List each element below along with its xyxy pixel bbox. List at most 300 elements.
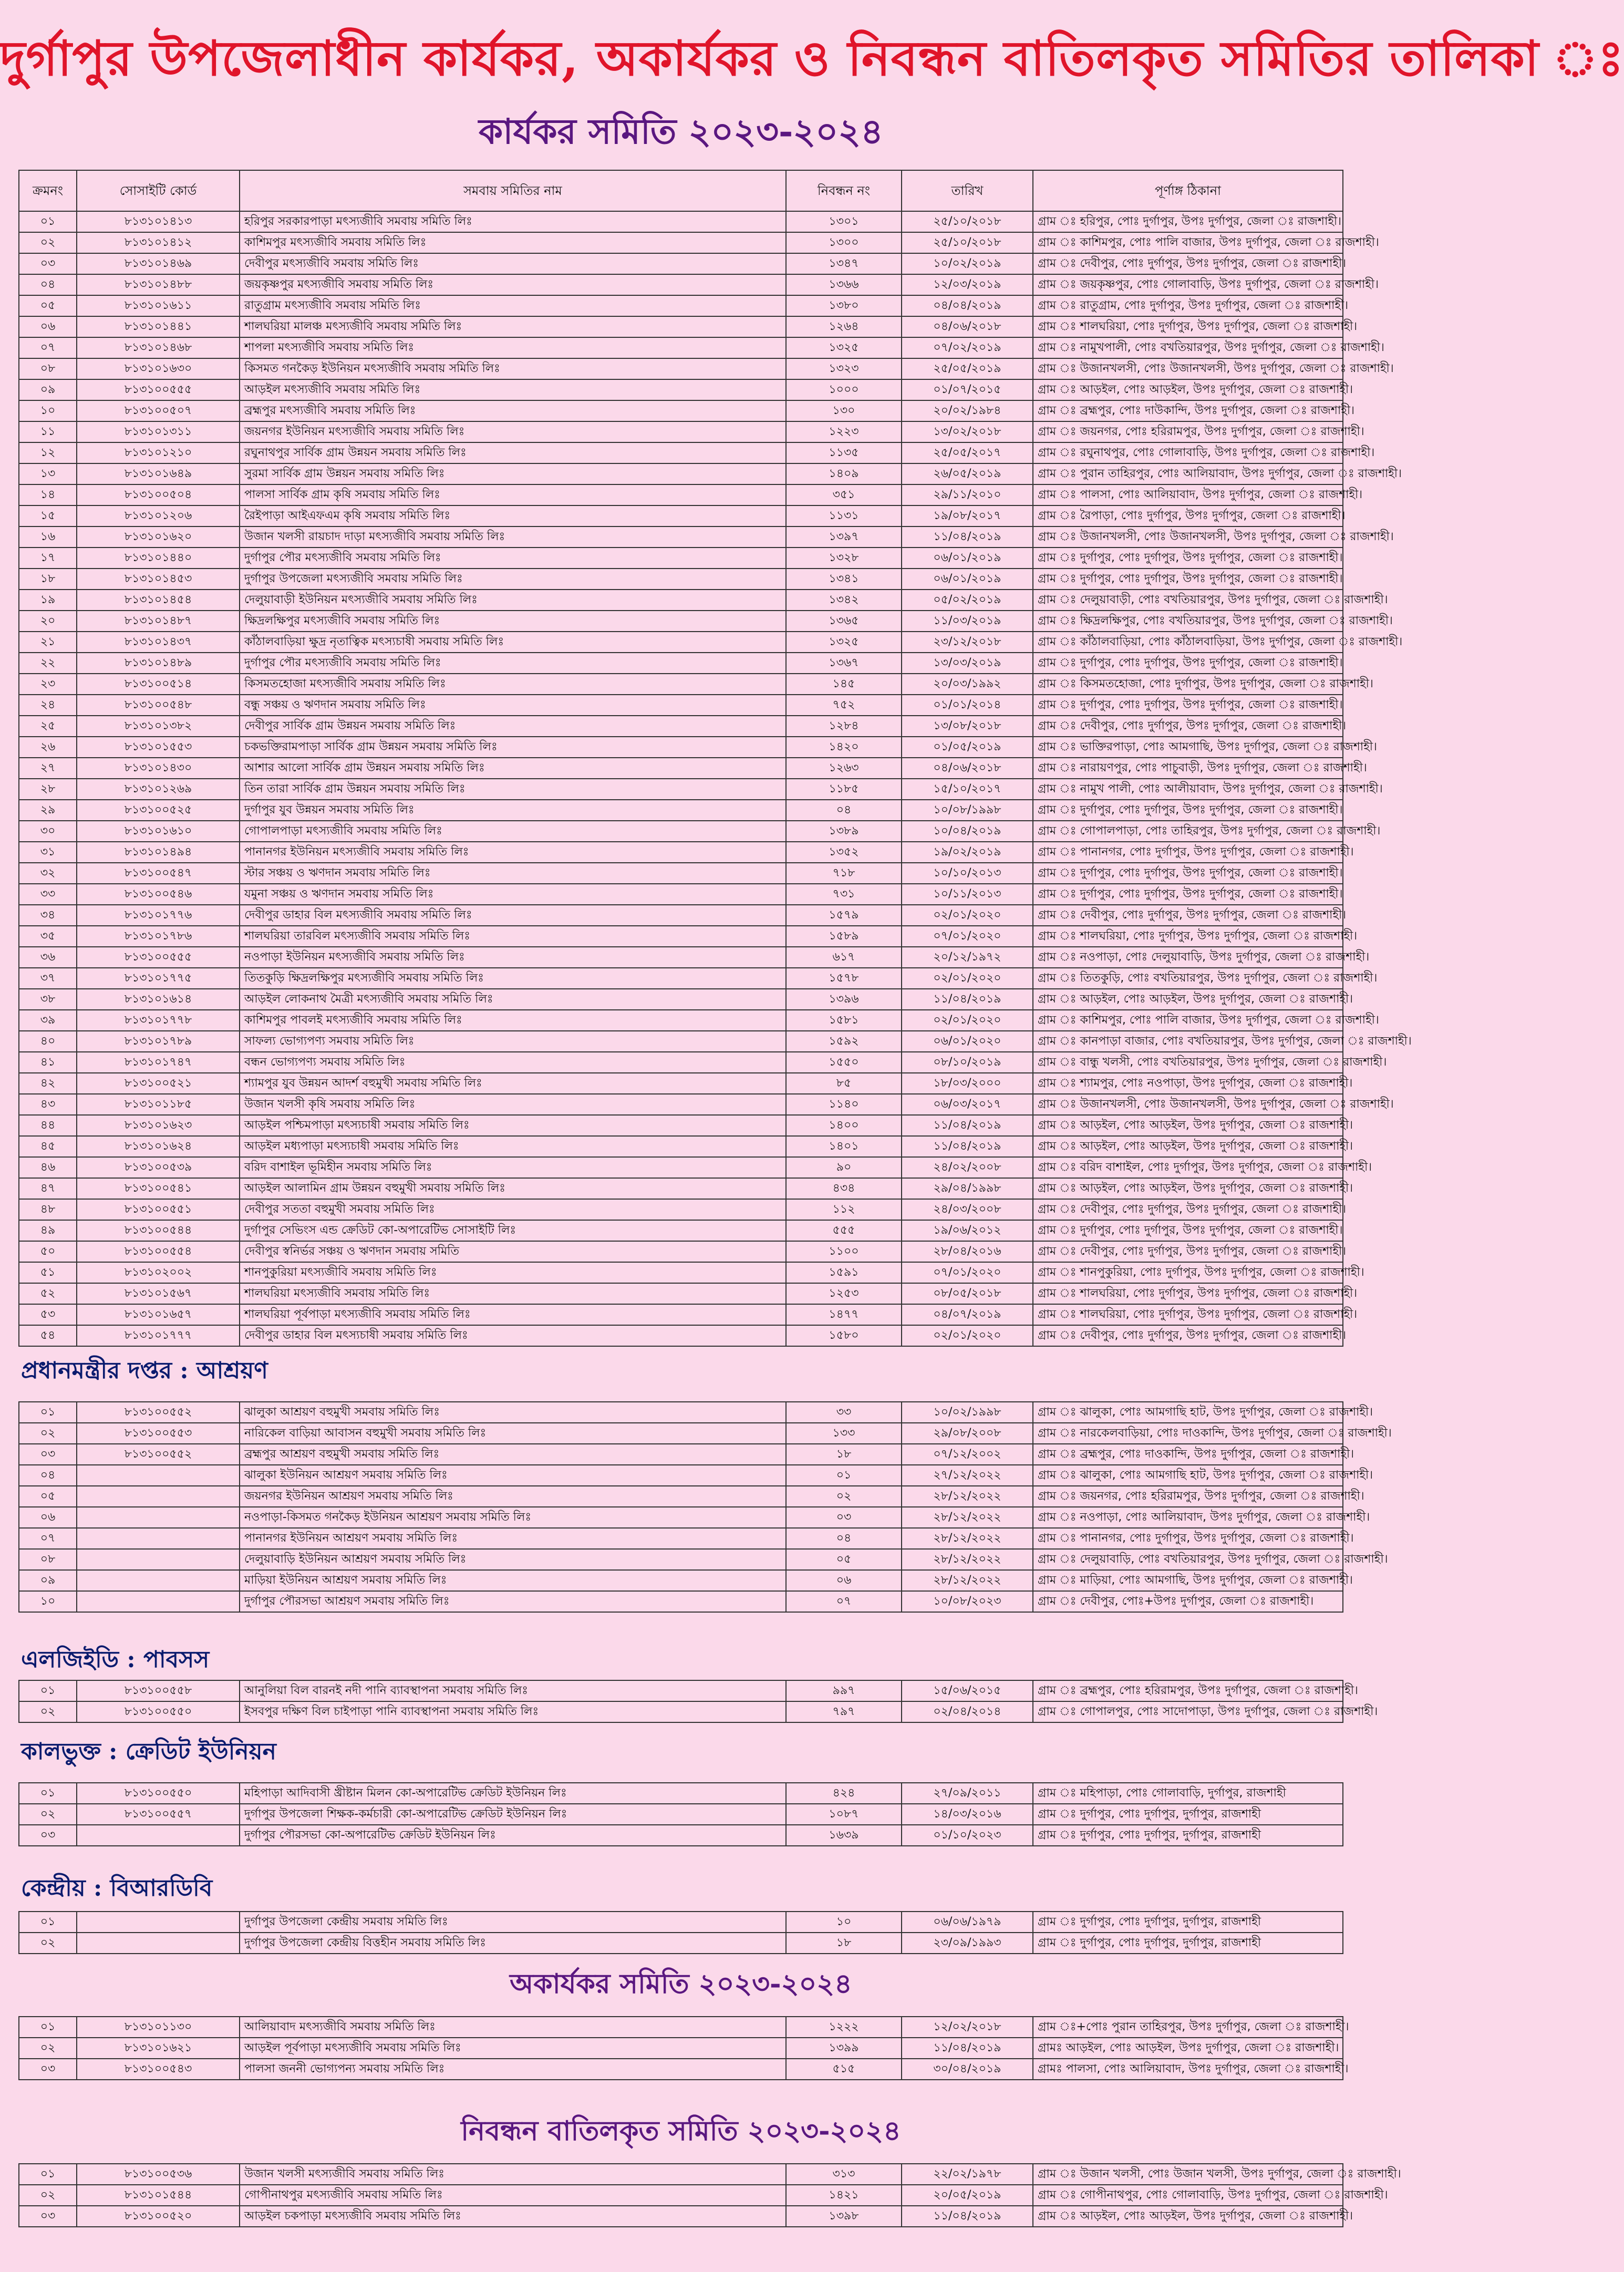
cell-registration-no: ১৩৮০ xyxy=(786,295,902,316)
cell-date: ১০/০৮/১৯৯৮ xyxy=(902,800,1033,821)
cancelled-table xyxy=(18,2163,1401,2227)
cell-address: গ্রাম ঃ রঘুনাথপুর, পোঃ গোলাবাড়ি, উপঃ দুর্গাপুর, জেলা ঃ রাজশাহী। xyxy=(1033,442,1343,463)
cell-address: গ্রামঃ পালসা, পোঃ আলিয়াবাদ, উপঃ দুর্গাপুর, জেলা ঃ রাজশাহী। xyxy=(1033,2059,1343,2080)
cell-serial: ১৭ xyxy=(19,548,77,569)
cell-serial: ৫৪ xyxy=(19,1325,77,1346)
cell-society-code: ৮১৩১০১৪১২ xyxy=(77,232,240,253)
cell-society-code: ৮১৩১০১৭৮৬ xyxy=(77,926,240,947)
cell-registration-no: ১৬৩৯ xyxy=(786,1825,902,1846)
cell-serial: ৩৩ xyxy=(19,884,77,905)
table-row xyxy=(19,884,1343,905)
table-row xyxy=(19,1262,1343,1283)
cell-date: ১০/১০/২০১৩ xyxy=(902,863,1033,884)
cell-society-name: শালঘরিয়া তারবিল মৎস্যজীবি সমবায় সমিতি লিঃ xyxy=(240,926,786,947)
cell-society-name: দুর্গাপুর উপজেলা কেন্দ্রীয় বিত্তহীন সমবায় সমিতি লিঃ xyxy=(240,1933,786,1954)
cell-address: গ্রাম ঃ গোপালপাড়া, পোঃ তাহিরপুর, উপঃ দুর্গাপুর, জেলা ঃ রাজশাহী। xyxy=(1033,821,1343,842)
cell-registration-no: ১৪৫ xyxy=(786,674,902,695)
cell-address: গ্রাম ঃ পানানগর, পোঃ দুর্গাপুর, উপঃ দুর্গাপুর, জেলা ঃ রাজশাহী। xyxy=(1033,842,1343,863)
cell-date: ২৯/০৪/১৯৯৮ xyxy=(902,1178,1033,1199)
cell-society-code: ৮১৩১০১৬২০ xyxy=(77,526,240,548)
cell-date: ২৮/১২/২০২২ xyxy=(902,1570,1033,1591)
cell-society-code: ৮১৩১০১৪৯৪ xyxy=(77,842,240,863)
cell-registration-no: ১৮ xyxy=(786,1933,902,1954)
cell-society-name: পালসা সার্বিক গ্রাম কৃষি সমবায় সমিতি লিঃ xyxy=(240,484,786,505)
cell-registration-no: ১৩৬৬ xyxy=(786,274,902,295)
cell-serial: ৩৮ xyxy=(19,989,77,1010)
cell-society-code: ৮১৩১০১৭৭৭ xyxy=(77,1325,240,1346)
cell-society-name: ব্রহ্মপুর মৎস্যজীবি সমবায় সমিতি লিঃ xyxy=(240,400,786,421)
cell-date: ০৫/০২/২০১৯ xyxy=(902,590,1033,611)
cell-registration-no: ৭৫২ xyxy=(786,695,902,716)
cell-date: ১৫/০৬/২০১৫ xyxy=(902,1680,1033,1701)
cell-registration-no: ৮৫ xyxy=(786,1073,902,1094)
cell-registration-no: ১৫৭৯ xyxy=(786,905,902,926)
cell-address: গ্রাম ঃ দুর্গাপুর, পোঃ দুর্গাপুর, উপঃ দুর্গাপুর, জেলা ঃ রাজশাহী। xyxy=(1033,800,1343,821)
ashrayan-heading: প্রধানমন্ত্রীর দপ্তর : আশ্রয়ণ xyxy=(21,1357,268,1384)
cell-serial: ০৫ xyxy=(19,295,77,316)
cell-registration-no: ১৩৯৮ xyxy=(786,2206,902,2227)
cell-date: ২৮/১২/২০২২ xyxy=(902,1549,1033,1570)
cell-society-code: ৮১৩১০০৫৪৪ xyxy=(77,1220,240,1241)
cell-date: ০৭/১২/২০০২ xyxy=(902,1444,1033,1465)
cell-date: ১০/০২/২০১৯ xyxy=(902,253,1033,274)
cell-address: গ্রাম ঃ জয়কৃষ্ণপুর, পোঃ গোলাবাড়ি, উপঃ দুর্গাপুর, জেলা ঃ রাজশাহী। xyxy=(1033,274,1343,295)
cell-address: গ্রাম ঃ নওপাড়া, পোঃ দেলুয়াবাড়ি, উপঃ দুর্গাপুর, জেলা ঃ রাজশাহী। xyxy=(1033,947,1343,968)
cell-society-code: ৮১৩১০১৫৫৩ xyxy=(77,737,240,758)
cell-registration-no: ১৩৮৯ xyxy=(786,821,902,842)
cell-date: ২৫/০৫/২০১৭ xyxy=(902,442,1033,463)
cell-society-code: ৮১৩১০১৭৪৭ xyxy=(77,1052,240,1073)
cell-society-name: পানানগর ইউনিয়ন মৎস্যজীবি সমবায় সমিতি লিঃ xyxy=(240,842,786,863)
table-row xyxy=(19,1115,1343,1136)
cell-address: গ্রাম ঃ কাশিমপুর, পোঃ পালি বাজার, উপঃ দুর্গাপুর, জেলা ঃ রাজশাহী। xyxy=(1033,1010,1343,1031)
table-row xyxy=(19,253,1343,274)
cell-serial: ২৫ xyxy=(19,716,77,737)
cell-serial: ১৯ xyxy=(19,590,77,611)
table-row xyxy=(19,505,1343,526)
cell-society-code: ৮১৩১০০৫২০ xyxy=(77,2206,240,2227)
cell-date: ২৬/০৫/২০১৯ xyxy=(902,463,1033,484)
cell-society-code: ৮১৩১০১৫৪৪ xyxy=(77,2185,240,2206)
cell-society-code: ৮১৩১০০৫৫১ xyxy=(77,1199,240,1220)
cell-registration-no: ১৩০১ xyxy=(786,211,902,232)
table-row xyxy=(19,1804,1343,1825)
cell-serial: ০১ xyxy=(19,2017,77,2038)
cell-date: ২৭/০৯/২০১১ xyxy=(902,1783,1033,1804)
table-row xyxy=(19,821,1343,842)
cell-registration-no: ১২২২ xyxy=(786,2017,902,2038)
cell-society-code: ৮১৩১০১৪৪০ xyxy=(77,548,240,569)
cell-serial: ৫১ xyxy=(19,1262,77,1283)
cell-society-code: ৮১৩১০১৭৭৮ xyxy=(77,1010,240,1031)
cell-address: গ্রাম ঃ দেবীপুর, পোঃ দুর্গাপুর, উপঃ দুর্গাপুর, জেলা ঃ রাজশাহী। xyxy=(1033,905,1343,926)
cell-society-name: শালঘরিয়া মালঞ্চ মৎস্যজীবি সমবায় সমিতি লিঃ xyxy=(240,316,786,337)
cell-registration-no: ১৩৬৭ xyxy=(786,653,902,674)
cell-society-name: ইসবপুর দক্ষিণ বিল চাইপাড়া পানি ব্যাবস্থাপনা সমবায় সমিতি লিঃ xyxy=(240,1701,786,1722)
cell-date: ২৮/০৪/২০১৬ xyxy=(902,1241,1033,1262)
cell-address: গ্রাম ঃ ভাক্তিরপাড়া, পোঃ আমগাছি, উপঃ দুর্গাপুর, জেলা ঃ রাজশাহী। xyxy=(1033,737,1343,758)
cell-society-name: মাড়িয়া ইউনিয়ন আশ্রয়ণ সমবায় সমিতি লিঃ xyxy=(240,1570,786,1591)
cell-registration-no: ১৫৮১ xyxy=(786,1010,902,1031)
cell-society-name: দুর্গাপুর উপজেলা মৎস্যজীবি সমবায় সমিতি লিঃ xyxy=(240,569,786,590)
cell-serial: ০৯ xyxy=(19,1570,77,1591)
cell-society-code: ৮১৩১০১৬২১ xyxy=(77,2038,240,2059)
cell-serial: ১১ xyxy=(19,421,77,442)
cell-society-code: ৮১৩১০০৫৫২ xyxy=(77,1444,240,1465)
cell-registration-no: ১৫৯২ xyxy=(786,1031,902,1052)
table-row xyxy=(19,1570,1343,1591)
cell-serial: ২৯ xyxy=(19,800,77,821)
cell-serial: ৩৫ xyxy=(19,926,77,947)
table-row xyxy=(19,695,1343,716)
cell-society-code: ৮১৩১০১৩১১ xyxy=(77,421,240,442)
cell-date: ১৯/০৬/২০১২ xyxy=(902,1220,1033,1241)
cell-date: ০১/০৫/২০১৯ xyxy=(902,737,1033,758)
table-row xyxy=(19,1402,1343,1423)
table-row xyxy=(19,632,1343,653)
cell-address: গ্রাম ঃ দুর্গাপুর, পোঃ দুর্গাপুর, দুর্গাপুর, রাজশাহী xyxy=(1033,1825,1343,1846)
cell-address: গ্রাম ঃ দুর্গাপুর, পোঃ দুর্গাপুর, দুর্গাপুর, রাজশাহী xyxy=(1033,1933,1343,1954)
cell-address: গ্রাম ঃ ঝালুকা, পোঃ আমগাছি হাট, উপঃ দুর্গাপুর, জেলা ঃ রাজশাহী। xyxy=(1033,1465,1343,1486)
cell-registration-no: ১৫৮৯ xyxy=(786,926,902,947)
cell-registration-no: ৫১৫ xyxy=(786,2059,902,2080)
cell-date: ২২/০২/১৯৭৮ xyxy=(902,2164,1033,2185)
cell-registration-no: ১৩২৮ xyxy=(786,548,902,569)
cell-society-name: ঝালুকা ইউনিয়ন আশ্রয়ণ সমবায় সমিতি লিঃ xyxy=(240,1465,786,1486)
table-row xyxy=(19,779,1343,800)
cell-address: গ্রামঃ আড়ইল, পোঃ আড়ইল, উপঃ দুর্গাপুর, জেলা ঃ রাজশাহী। xyxy=(1033,2038,1343,2059)
table-row xyxy=(19,1304,1343,1325)
cell-address: গ্রাম ঃ নারকেলবাড়িয়া, পোঃ দাওকান্দি, উপঃ দুর্গাপুর, জেলা ঃ রাজশাহী। xyxy=(1033,1423,1343,1444)
cell-society-name: আড়ইল পূর্বপাড়া মৎস্যজীবি সমবায় সমিতি লিঃ xyxy=(240,2038,786,2059)
cell-society-code: ৮১৩১০০৫৫৮ xyxy=(77,1680,240,1701)
cell-society-code: ৮১৩১০১৬৫৭ xyxy=(77,1304,240,1325)
cell-registration-no: ১৩৬৫ xyxy=(786,611,902,632)
cell-society-code xyxy=(77,1549,240,1570)
page-title: দুর্গাপুর উপজেলাধীন কার্যকর, অকার্যকর ও নিবন্ধন বাতিলকৃত সমিতির তালিকা ঃ xyxy=(0,30,1624,87)
cell-serial: ১০ xyxy=(19,1591,77,1612)
cell-serial: ১০ xyxy=(19,400,77,421)
cell-society-name: উজান খলসী মৎস্যজীবি সমবায় সমিতি লিঃ xyxy=(240,2164,786,2185)
cell-society-code: ৮১৩১০১৬২৩ xyxy=(77,1115,240,1136)
cell-society-name: জয়নগর ইউনিয়ন আশ্রয়ণ সমবায় সমিতি লিঃ xyxy=(240,1486,786,1507)
cell-address: গ্রাম ঃ দেবীপুর, পোঃ দুর্গাপুর, উপঃ দুর্গাপুর, জেলা ঃ রাজশাহী। xyxy=(1033,1325,1343,1346)
cell-date: ১৫/১০/২০১৭ xyxy=(902,779,1033,800)
cell-address: গ্রাম ঃ দেলুয়াবাড়ি, পোঃ বখতিয়ারপুর, উপঃ দুর্গাপুর, জেলা ঃ রাজশাহী। xyxy=(1033,1549,1343,1570)
cell-society-name: জয়নগর ইউনিয়ন মৎস্যজীবি সমবায় সমিতি লিঃ xyxy=(240,421,786,442)
cell-serial: ০৪ xyxy=(19,1465,77,1486)
table-row xyxy=(19,232,1343,253)
cell-serial: ৫৩ xyxy=(19,1304,77,1325)
cell-registration-no: ১১৩১ xyxy=(786,505,902,526)
brdb-heading: কেন্দ্রীয় : বিআরডিবি xyxy=(21,1875,213,1902)
cell-society-code: ৮১৩১০১৪১৩ xyxy=(77,211,240,232)
cell-society-name: শানপুকুরিয়া মৎস্যজীবি সমবায় সমিতি লিঃ xyxy=(240,1262,786,1283)
cell-date: ০৬/০১/২০১৯ xyxy=(902,548,1033,569)
cell-address: গ্রাম ঃ শালঘরিয়া, পোঃ দুর্গাপুর, উপঃ দুর্গাপুর, জেলা ঃ রাজশাহী। xyxy=(1033,926,1343,947)
cell-society-name: দুর্গাপুর সেভিংস এন্ড ক্রেডিট কো-অপারেটিভ সোসাইটি লিঃ xyxy=(240,1220,786,1241)
cell-serial: ১৬ xyxy=(19,526,77,548)
cell-address: গ্রাম ঃ দুর্গাপুর, পোঃ দুর্গাপুর, উপঃ দুর্গাপুর, জেলা ঃ রাজশাহী। xyxy=(1033,884,1343,905)
cell-address: গ্রাম ঃ কাঁঠালবাড়িয়া, পোঃ কাঁঠালবাড়িয়া, উপঃ দুর্গাপুর, জেলা ঃ রাজশাহী। xyxy=(1033,632,1343,653)
table-row xyxy=(19,1444,1343,1465)
cell-address: গ্রাম ঃ দুর্গাপুর, পোঃ দুর্গাপুর, উপঃ দুর্গাপুর, জেলা ঃ রাজশাহী। xyxy=(1033,695,1343,716)
cell-society-name: জয়কৃষ্ণপুর মৎস্যজীবি সমবায় সমিতি লিঃ xyxy=(240,274,786,295)
cell-society-code: ৮১৩১০০৫২৫ xyxy=(77,800,240,821)
cell-date: ১১/০৩/২০১৯ xyxy=(902,611,1033,632)
table-row xyxy=(19,590,1343,611)
cell-date: ২৯/০৮/২০০৮ xyxy=(902,1423,1033,1444)
table-row xyxy=(19,1933,1343,1954)
cell-society-code xyxy=(77,1591,240,1612)
cell-registration-no: ১৪০০ xyxy=(786,1115,902,1136)
cell-registration-no: ৫৫৫ xyxy=(786,1220,902,1241)
cell-address: গ্রাম ঃ পুরান তাহিরপুর, পোঃ আলিয়াবাদ, উপঃ দুর্গাপুর, জেলা ঃ রাজশাহী। xyxy=(1033,463,1343,484)
cell-serial: ৪৫ xyxy=(19,1136,77,1157)
cell-society-name: তিতকুড়ি ক্ষিদ্রলক্ষিপুর মৎস্যজীবি সমবায় সমিতি লিঃ xyxy=(240,968,786,989)
header-date: তারিখ xyxy=(902,170,1033,211)
cell-serial: ২৬ xyxy=(19,737,77,758)
cell-serial: ৪০ xyxy=(19,1031,77,1052)
cell-date: ০২/০১/২০২০ xyxy=(902,968,1033,989)
cell-address: গ্রাম ঃ দুর্গাপুর, পোঃ দুর্গাপুর, দুর্গাপুর, রাজশাহী xyxy=(1033,1912,1343,1933)
cell-registration-no: ৬১৭ xyxy=(786,947,902,968)
cell-registration-no: ১৪০১ xyxy=(786,1136,902,1157)
cell-registration-no: ১২২৩ xyxy=(786,421,902,442)
cell-society-name: আড়ইল আলামিন গ্রাম উন্নয়ন বহুমুখী সমবায় সমিতি লিঃ xyxy=(240,1178,786,1199)
cell-address: গ্রাম ঃ বান্ধু খলসী, পোঃ বখতিয়ারপুর, উপঃ দুর্গাপুর, জেলা ঃ রাজশাহী। xyxy=(1033,1052,1343,1073)
table-row xyxy=(19,463,1343,484)
cell-address: গ্রাম ঃ রৈপাড়া, পোঃ দুর্গাপুর, উপঃ দুর্গাপুর, জেলা ঃ রাজশাহী। xyxy=(1033,505,1343,526)
cell-society-code: ৮১৩১০০৫০৭ xyxy=(77,400,240,421)
cell-society-name: দেলুয়াবাড়ী ইউনিয়ন মৎস্যজীবি সমবায় সমিতি লিঃ xyxy=(240,590,786,611)
cell-address: গ্রাম ঃ শানপুকুরিয়া, পোঃ দুর্গাপুর, উপঃ দুর্গাপুর, জেলা ঃ রাজশাহী। xyxy=(1033,1262,1343,1283)
cell-society-code: ৮১৩১০১৬১০ xyxy=(77,821,240,842)
table-row xyxy=(19,1528,1343,1549)
cell-society-name: দুর্গাপুর পৌরসভা কো-অপারেটিভ ক্রেডিট ইউনিয়ন লিঃ xyxy=(240,1825,786,1846)
cell-society-name: শাপলা মৎস্যজীবি সমবায় সমিতি লিঃ xyxy=(240,337,786,358)
brdb-table xyxy=(18,1911,1343,1954)
cell-society-name: সাফল্য ভোগ্যপণ্য সমবায় সমিতি লিঃ xyxy=(240,1031,786,1052)
cell-registration-no: ১১২ xyxy=(786,1199,902,1220)
cell-society-name: আলিয়াবাদ মৎস্যজীবি সমবায় সমিতি লিঃ xyxy=(240,2017,786,2038)
cell-address: গ্রাম ঃ নওপাড়া, পোঃ আলিয়াবাদ, উপঃ দুর্গাপুর, জেলা ঃ রাজশাহী। xyxy=(1033,1507,1343,1528)
cell-date: ২৫/১০/২০১৮ xyxy=(902,232,1033,253)
cell-registration-no: ৪২৪ xyxy=(786,1783,902,1804)
cell-address: গ্রাম ঃ দুর্গাপুর, পোঃ দুর্গাপুর, উপঃ দুর্গাপুর, জেলা ঃ রাজশাহী। xyxy=(1033,569,1343,590)
table-row xyxy=(19,758,1343,779)
active-societies-table xyxy=(18,170,1412,1347)
cell-serial: ০২ xyxy=(19,1804,77,1825)
cell-society-name: পালসা জননী ভোগ্যপন্য সমবায় সমিতি লিঃ xyxy=(240,2059,786,2080)
cell-society-code xyxy=(77,1465,240,1486)
cell-address: গ্রাম ঃ দেবীপুর, পোঃ+উপঃ দুর্গাপুর, জেলা ঃ রাজশাহী। xyxy=(1033,1591,1343,1612)
cell-society-code xyxy=(77,1912,240,1933)
cell-society-name: নওপাড়া ইউনিয়ন মৎস্যজীবি সমবায় সমিতি লিঃ xyxy=(240,947,786,968)
cell-society-name: শালঘরিয়া মৎস্যজীবি সমবায় সমিতি লিঃ xyxy=(240,1283,786,1304)
cell-society-code: ৮১৩১০১৪৬৮ xyxy=(77,337,240,358)
table-row xyxy=(19,295,1343,316)
table-row xyxy=(19,379,1343,400)
cell-address: গ্রাম ঃ উজান খলসী, পোঃ উজান খলসী, উপঃ দুর্গাপুর, জেলা ঃ রাজশাহী। xyxy=(1033,2164,1343,2185)
cell-date: ০২/০১/২০২০ xyxy=(902,905,1033,926)
cell-address: গ্রাম ঃ শালঘরিয়া, পোঃ দুর্গাপুর, উপঃ দুর্গাপুর, জেলা ঃ রাজশাহী। xyxy=(1033,1283,1343,1304)
cell-registration-no: ১০ xyxy=(786,1912,902,1933)
cell-address: গ্রাম ঃ নামুখপালী, পোঃ বখতিয়ারপুর, উপঃ দুর্গাপুর, জেলা ঃ রাজশাহী। xyxy=(1033,337,1343,358)
table-row xyxy=(19,737,1343,758)
cell-date: ১১/০৪/২০১৯ xyxy=(902,2038,1033,2059)
cell-address: গ্রাম ঃ দুর্গাপুর, পোঃ দুর্গাপুর, উপঃ দুর্গাপুর, জেলা ঃ রাজশাহী। xyxy=(1033,863,1343,884)
cell-date: ১০/০৪/২০১৯ xyxy=(902,821,1033,842)
cell-address: গ্রাম ঃ ব্রহ্মপুর, পোঃ দাউকান্দি, উপঃ দুর্গাপুর, জেলা ঃ রাজশাহী। xyxy=(1033,400,1343,421)
cell-serial: ১৮ xyxy=(19,569,77,590)
cell-address: গ্রাম ঃ নামুখ পালী, পোঃ আলীয়াবাদ, উপঃ দুর্গাপুর, জেলা ঃ রাজশাহী। xyxy=(1033,779,1343,800)
table-row xyxy=(19,1423,1343,1444)
cell-serial: ৩১ xyxy=(19,842,77,863)
cell-society-code: ৮১৩১০০৫৫৫ xyxy=(77,947,240,968)
cell-date: ২৩/০৯/১৯৯৩ xyxy=(902,1933,1033,1954)
cell-date: ০৭/০১/২০২০ xyxy=(902,926,1033,947)
cell-registration-no: ৭১৮ xyxy=(786,863,902,884)
cell-registration-no: ১৩৯৭ xyxy=(786,526,902,548)
cell-date: ১৯/০৮/২০১৭ xyxy=(902,505,1033,526)
cell-society-name: আড়ইল লোকনাথ মৈত্রী মৎস্যজীবি সমবায় সমিতি লিঃ xyxy=(240,989,786,1010)
cell-date: ২০/১২/১৯৭২ xyxy=(902,947,1033,968)
cell-address: গ্রাম ঃ শালঘরিয়া, পোঃ দুর্গাপুর, উপঃ দুর্গাপুর, জেলা ঃ রাজশাহী। xyxy=(1033,316,1343,337)
cell-serial: ০৮ xyxy=(19,1549,77,1570)
cell-serial: ৫০ xyxy=(19,1241,77,1262)
header-serial: ক্রমনং xyxy=(19,170,77,211)
cell-registration-no: ১৩৩ xyxy=(786,1423,902,1444)
cell-serial: ০৬ xyxy=(19,1507,77,1528)
cell-serial: ১৫ xyxy=(19,505,77,526)
cell-address: গ্রাম ঃ ব্রহ্মপুর, পোঃ হরিরামপুর, উপঃ দুর্গাপুর, জেলা ঃ রাজশাহী। xyxy=(1033,1680,1343,1701)
table-row xyxy=(19,1136,1343,1157)
cell-date: ০২/০৪/২০১৪ xyxy=(902,1701,1033,1722)
cell-date: ২৯/১১/২০১০ xyxy=(902,484,1033,505)
cell-society-name: ব্রহ্মপুর আশ্রয়ণ বহুমুখী সমবায় সমিতি লিঃ xyxy=(240,1444,786,1465)
cell-society-code: ৮১৩১০২০০২ xyxy=(77,1262,240,1283)
cell-society-code: ৮১৩১০০৫৩৯ xyxy=(77,1157,240,1178)
cell-society-code xyxy=(77,1825,240,1846)
table-row xyxy=(19,905,1343,926)
cell-address: গ্রাম ঃ দুর্গাপুর, পোঃ দুর্গাপুর, উপঃ দুর্গাপুর, জেলা ঃ রাজশাহী। xyxy=(1033,548,1343,569)
cell-date: ২০/০৫/২০১৯ xyxy=(902,2185,1033,2206)
cell-registration-no: ০৫ xyxy=(786,1549,902,1570)
cell-registration-no: ০৭ xyxy=(786,1591,902,1612)
cell-registration-no: ১২৬৩ xyxy=(786,758,902,779)
cell-serial: ২৪ xyxy=(19,695,77,716)
cell-address: গ্রাম ঃ আড়ইল, পোঃ আড়ইল, উপঃ দুর্গাপুর, জেলা ঃ রাজশাহী। xyxy=(1033,989,1343,1010)
cell-registration-no: ১৩২৫ xyxy=(786,632,902,653)
table-row xyxy=(19,1241,1343,1262)
cell-serial: ০৪ xyxy=(19,274,77,295)
table-row xyxy=(19,2164,1343,2185)
cell-date: ০৪/০৬/২০১৮ xyxy=(902,316,1033,337)
cell-date: ০৭/০২/২০১৯ xyxy=(902,337,1033,358)
table-row xyxy=(19,2185,1343,2206)
table-row xyxy=(19,1325,1343,1346)
header-address: পূর্ণাঙ্গ ঠিকানা xyxy=(1033,170,1343,211)
cell-registration-no: ১৫৭৮ xyxy=(786,968,902,989)
cell-registration-no: ১৪২০ xyxy=(786,737,902,758)
cell-society-code: ৮১৩১০১৪৮৯ xyxy=(77,653,240,674)
table-row xyxy=(19,716,1343,737)
table-row xyxy=(19,548,1343,569)
table-row xyxy=(19,863,1343,884)
cell-society-code: ৮১৩১০১৭৭৫ xyxy=(77,968,240,989)
cell-serial: ৪৮ xyxy=(19,1199,77,1220)
cell-serial: ৩৭ xyxy=(19,968,77,989)
cell-society-name: কাশিমপুর পাবলই মৎস্যজীবি সমবায় সমিতি লিঃ xyxy=(240,1010,786,1031)
cell-registration-no: ১৪০৯ xyxy=(786,463,902,484)
table-row xyxy=(19,1031,1343,1052)
cell-date: ২৮/১২/২০২২ xyxy=(902,1486,1033,1507)
cell-date: ০৬/০১/২০২০ xyxy=(902,1031,1033,1052)
cell-address: গ্রাম ঃ শ্যামপুর, পোঃ নওপাড়া, উপঃ দুর্গাপুর, জেলা ঃ রাজশাহী। xyxy=(1033,1073,1343,1094)
cell-society-name: দেবীপুর সততা বহুমুখী সমবায় সমিতি লিঃ xyxy=(240,1199,786,1220)
table-row xyxy=(19,526,1343,548)
cell-society-name: আড়ইল চকপাড়া মৎস্যজীবি সমবায় সমিতি লিঃ xyxy=(240,2206,786,2227)
cell-society-code: ৮১৩১০০৫৪৭ xyxy=(77,863,240,884)
cell-society-code: ৮১৩১০১৪৮৭ xyxy=(77,611,240,632)
lged-table xyxy=(18,1680,1378,1723)
cell-registration-no: ১৩০০ xyxy=(786,232,902,253)
table-row xyxy=(19,442,1343,463)
cell-date: ১৩/০৩/২০১৯ xyxy=(902,653,1033,674)
cell-society-name: আড়ইল মধ্যপাড়া মৎস্যচাষী সমবায় সমিতি লিঃ xyxy=(240,1136,786,1157)
cell-address: গ্রাম ঃ আড়ইল, পোঃ আড়ইল, উপঃ দুর্গাপুর, জেলা ঃ রাজশাহী। xyxy=(1033,1178,1343,1199)
cell-society-name: কিসমত গনকৈড় ইউনিয়ন মৎস্যজীবি সমবায় সমিতি লিঃ xyxy=(240,358,786,379)
cell-society-code: ৮১৩১০০৫৫২ xyxy=(77,1402,240,1423)
cell-society-name: মহিপাড়া আদিবাসী খ্রীষ্টান মিলন কো-অপারেটিভ ক্রেডিট ইউনিয়ন লিঃ xyxy=(240,1783,786,1804)
cell-registration-no: ৩১৩ xyxy=(786,2164,902,2185)
cell-serial: ২০ xyxy=(19,611,77,632)
cell-registration-no: ১৩৯৬ xyxy=(786,989,902,1010)
cell-serial: ৩৪ xyxy=(19,905,77,926)
cell-registration-no: ১৪৭৭ xyxy=(786,1304,902,1325)
cell-society-name: চকভক্তিরামপাড়া সার্বিক গ্রাম উন্নয়ন সমবায় সমিতি লিঃ xyxy=(240,737,786,758)
table-row xyxy=(19,1783,1343,1804)
cell-address: গ্রাম ঃ গোপালপুর, পোঃ সাদোপাড়া, উপঃ দুর্গাপুর, জেলা ঃ রাজশাহী। xyxy=(1033,1701,1343,1722)
cell-date: ১০/০২/১৯৯৮ xyxy=(902,1402,1033,1423)
cell-society-code: ৮১৩১০০৫৫০ xyxy=(77,1783,240,1804)
cell-society-code: ৮১৩১০০৫৪৩ xyxy=(77,2059,240,2080)
cell-address: গ্রাম ঃ আড়ইল, পোঃ আড়ইল, উপঃ দুর্গাপুর, জেলা ঃ রাজশাহী। xyxy=(1033,1115,1343,1136)
cell-society-code: ৮১৩১০১৬১৪ xyxy=(77,989,240,1010)
cell-date: ১২/০৩/২০১৯ xyxy=(902,274,1033,295)
table-row xyxy=(19,1912,1343,1933)
cell-society-name: হরিপুর সরকারপাড়া মৎস্যজীবি সমবায় সমিতি লিঃ xyxy=(240,211,786,232)
table-row xyxy=(19,611,1343,632)
cell-serial: ৪৭ xyxy=(19,1178,77,1199)
cell-date: ১০/১১/২০১৩ xyxy=(902,884,1033,905)
cell-society-name: দেবীপুর মৎস্যজীবি সমবায় সমিতি লিঃ xyxy=(240,253,786,274)
cell-registration-no: ০১ xyxy=(786,1465,902,1486)
cell-society-name: আড়ইল পশ্চিমপাড়া মৎস্যচাষী সমবায় সমিতি লিঃ xyxy=(240,1115,786,1136)
table-row xyxy=(19,484,1343,505)
table-row xyxy=(19,1178,1343,1199)
cell-society-code: ৮১৩১০০৫৪৮ xyxy=(77,695,240,716)
cell-society-name: আশার আলো সার্বিক গ্রাম উন্নয়ন সমবায় সমিতি লিঃ xyxy=(240,758,786,779)
cell-society-code: ৮১৩১০১৬২৪ xyxy=(77,1136,240,1157)
cell-date: ২৪/০২/২০০৮ xyxy=(902,1157,1033,1178)
cell-date: ১১/০৪/২০১৯ xyxy=(902,989,1033,1010)
table-row xyxy=(19,337,1343,358)
table-row xyxy=(19,1701,1343,1722)
cell-date: ০৮/১০/২০১৯ xyxy=(902,1052,1033,1073)
cell-address: গ্রাম ঃ দেলুয়াবাড়ী, পোঃ বখতিয়ারপুর, উপঃ দুর্গাপুর, জেলা ঃ রাজশাহী। xyxy=(1033,590,1343,611)
